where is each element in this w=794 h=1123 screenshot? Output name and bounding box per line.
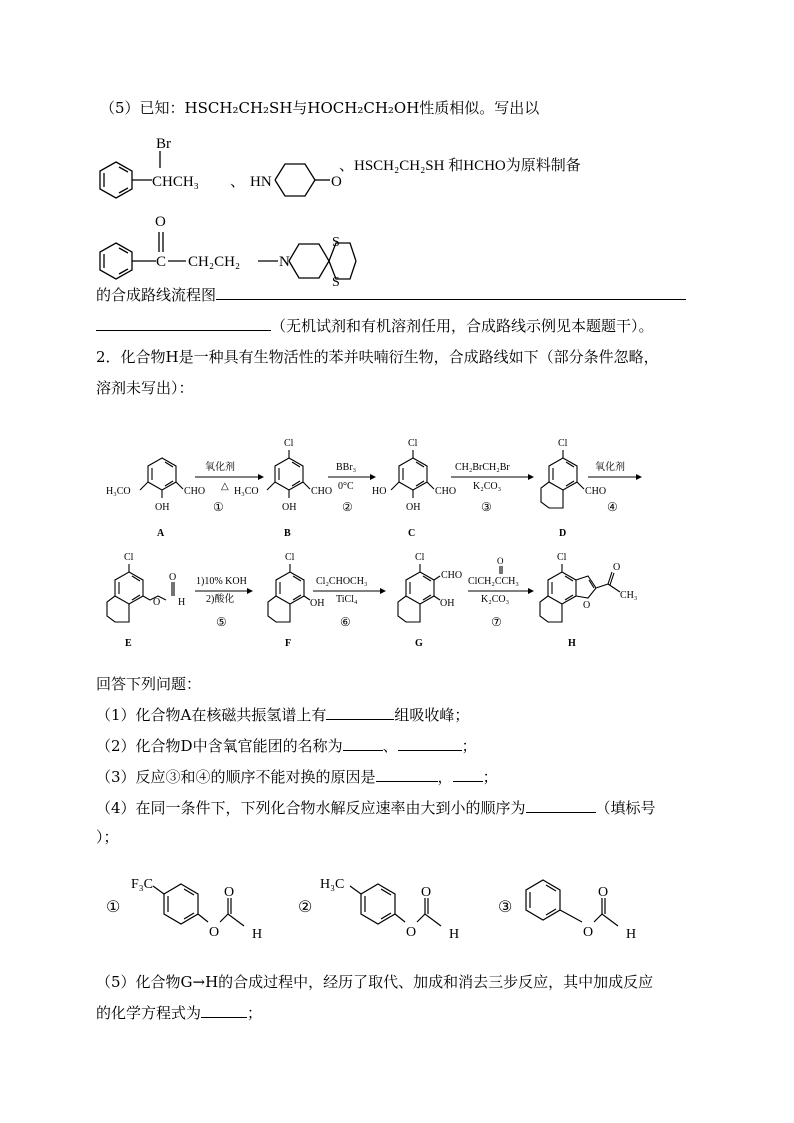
q5-blank[interactable] bbox=[201, 1003, 247, 1018]
label-A: A bbox=[157, 528, 165, 539]
q4-pre: （4）在同一条件下，下列化合物水解反应速率由大到小的顺序为 bbox=[96, 799, 526, 817]
question-4 bbox=[96, 797, 656, 818]
q4-item1-sub: F₃C bbox=[131, 877, 154, 892]
label-E: E bbox=[125, 638, 132, 649]
route-line-2 bbox=[96, 315, 654, 336]
s6-bottom: TiCl₄ bbox=[336, 594, 358, 605]
q4-item3-o2: O bbox=[598, 885, 609, 900]
G-cho: CHO bbox=[441, 570, 463, 581]
m2-hn: HN bbox=[250, 174, 272, 190]
s7-top: ClCH₂CCH₃ bbox=[468, 576, 519, 587]
q4-item3-num: ③ bbox=[498, 899, 513, 916]
s2-num: ② bbox=[342, 500, 353, 514]
molecule-1-benzene-ring bbox=[100, 151, 160, 198]
A-cho: CHO bbox=[184, 486, 206, 497]
q4-item2-h: H bbox=[449, 927, 460, 942]
m1-br: Br bbox=[156, 136, 171, 152]
s7-top-o: O bbox=[497, 556, 504, 566]
target-s2: S bbox=[332, 275, 340, 290]
F-cl: Cl bbox=[285, 552, 295, 563]
B-h3co: H₃CO bbox=[234, 486, 259, 497]
question-5-line-2 bbox=[96, 1002, 262, 1023]
s5-num: ⑤ bbox=[216, 615, 227, 629]
label-C: C bbox=[408, 528, 416, 539]
reagent-text: 、HSCH₂CH₂SH 和HCHO为原料制备 bbox=[339, 158, 581, 174]
s4-num: ④ bbox=[607, 500, 618, 514]
q3-mid: ， bbox=[437, 768, 453, 786]
q1-post: 组吸收峰； bbox=[394, 706, 470, 724]
F-oh: OH bbox=[310, 598, 325, 609]
molecule-2-piperidinone bbox=[275, 164, 330, 196]
s3-num: ③ bbox=[481, 500, 492, 514]
q4-item1-h: H bbox=[252, 927, 263, 942]
q4-item2-o2: O bbox=[421, 885, 432, 900]
target-c: C bbox=[156, 254, 167, 270]
q3-post: ； bbox=[482, 768, 498, 786]
C-oh: OH bbox=[406, 502, 421, 513]
s5-bottom: 2)酸化 bbox=[206, 594, 235, 605]
q4-item1-o: O bbox=[209, 925, 220, 940]
B-cho: CHO bbox=[311, 486, 333, 497]
route-line-2-text: （无机试剂和有机溶剂任用，合成路线示例见本题题干）。 bbox=[271, 317, 654, 335]
s1-bottom: △ bbox=[221, 481, 229, 492]
m1-sep: 、 bbox=[230, 174, 246, 190]
s2-bottom: 0°C bbox=[338, 481, 354, 492]
s1-num: ① bbox=[213, 500, 224, 514]
route-answer-blank-2[interactable] bbox=[96, 316, 271, 331]
H-o2: O bbox=[613, 562, 621, 573]
label-F: F bbox=[285, 638, 292, 649]
A-oh: OH bbox=[155, 502, 170, 513]
q2-intro-2: 溶剂未写出）： bbox=[96, 379, 194, 397]
C-ho: HO bbox=[372, 486, 387, 497]
target-chain: CH₂CH₂ bbox=[188, 254, 241, 270]
s2-top: BBr₃ bbox=[336, 462, 357, 473]
G-cl: Cl bbox=[415, 552, 425, 563]
label-H: H bbox=[568, 638, 576, 649]
questions-header: 回答下列问题： bbox=[96, 675, 202, 693]
B-oh: OH bbox=[282, 502, 297, 513]
q3-blank-2[interactable] bbox=[453, 767, 483, 782]
q4-item2-o: O bbox=[406, 925, 417, 940]
q2-intro-1: 2．化合物H是一种具有生物活性的苯并呋喃衍生物，合成路线如下（部分条件忽略， bbox=[96, 348, 659, 366]
q3-pre: （3）反应③和④的顺序不能对换的原因是 bbox=[96, 768, 376, 786]
s3-top: CH₂BrCH₂Br bbox=[455, 462, 510, 473]
q4-post: （填标号 bbox=[595, 799, 656, 817]
B-cl: Cl bbox=[284, 438, 294, 449]
q5-line-1: （5）化合物G→H的合成过程中，经历了取代、加成和消去三步反应，其中加成反应 bbox=[96, 973, 654, 991]
q4-blank[interactable] bbox=[526, 798, 596, 813]
q4-item1-o2: O bbox=[224, 885, 235, 900]
q4-item2-num: ② bbox=[298, 899, 313, 916]
s3-bottom: K₂CO₃ bbox=[473, 481, 502, 492]
target-s1: S bbox=[332, 235, 340, 250]
route-line-1 bbox=[96, 284, 686, 305]
target-n: N bbox=[279, 254, 290, 270]
q2-post: ； bbox=[461, 737, 477, 755]
E-cl: Cl bbox=[124, 552, 134, 563]
q2-pre: （2）化合物D中含氧官能团的名称为 bbox=[96, 737, 343, 755]
label-B: B bbox=[284, 528, 291, 539]
m1-chch3: CHCH₃ bbox=[152, 174, 199, 190]
q5-post: ； bbox=[247, 1004, 263, 1022]
C-cl: Cl bbox=[408, 438, 418, 449]
s6-num: ⑥ bbox=[340, 615, 351, 629]
s7-bottom: K₂CO₃ bbox=[481, 594, 510, 605]
route-line-1-text: 的合成路线流程图 bbox=[96, 286, 217, 304]
q4-item1-num: ① bbox=[106, 899, 121, 916]
q4-line-2: ）； bbox=[96, 828, 119, 846]
H-o: O bbox=[583, 600, 591, 611]
s7-num: ⑦ bbox=[491, 615, 502, 629]
question-1 bbox=[96, 704, 469, 725]
D-cho: CHO bbox=[585, 486, 607, 497]
q3-blank-1[interactable] bbox=[376, 767, 438, 782]
q1-pre: （1）化合物A在核磁共振氢谱上有 bbox=[96, 706, 327, 724]
C-cho: CHO bbox=[435, 486, 457, 497]
A-h3co: H₃CO bbox=[106, 486, 131, 497]
E-o1: O bbox=[153, 597, 161, 608]
H-ch3: CH₃ bbox=[620, 590, 638, 601]
q5-line-2: 的化学方程式为 bbox=[96, 1004, 202, 1022]
s4-top: 氧化剂 bbox=[595, 462, 625, 473]
q2-blank-2[interactable] bbox=[398, 736, 462, 751]
s1-top: 氧化剂 bbox=[205, 462, 235, 473]
G-oh: OH bbox=[440, 598, 455, 609]
question-3 bbox=[96, 766, 498, 787]
m2-o: O bbox=[331, 174, 342, 190]
q1-blank[interactable] bbox=[326, 705, 394, 720]
q5-intro: （5）已知：HSCH₂CH₂SH与HOCH₂CH₂OH性质相似。写出以 bbox=[100, 99, 540, 117]
H-cl: Cl bbox=[557, 552, 567, 563]
D-cl: Cl bbox=[558, 438, 568, 449]
label-D: D bbox=[559, 528, 567, 539]
q4-item2-sub: H₃C bbox=[320, 877, 345, 892]
E-o2: O bbox=[169, 572, 177, 583]
q2-blank-1[interactable] bbox=[343, 736, 383, 751]
label-G: G bbox=[415, 638, 423, 649]
q4-item3-o: O bbox=[583, 925, 594, 940]
target-o: O bbox=[155, 214, 166, 230]
route-answer-blank-1[interactable] bbox=[216, 285, 686, 300]
E-h: H bbox=[178, 597, 186, 608]
question-2 bbox=[96, 735, 477, 756]
s6-top: Cl₂CHOCH₃ bbox=[316, 576, 368, 587]
q2-mid: 、 bbox=[382, 737, 398, 755]
q4-item3-h: H bbox=[626, 927, 637, 942]
s5-top: 1)10% KOH bbox=[196, 576, 247, 587]
